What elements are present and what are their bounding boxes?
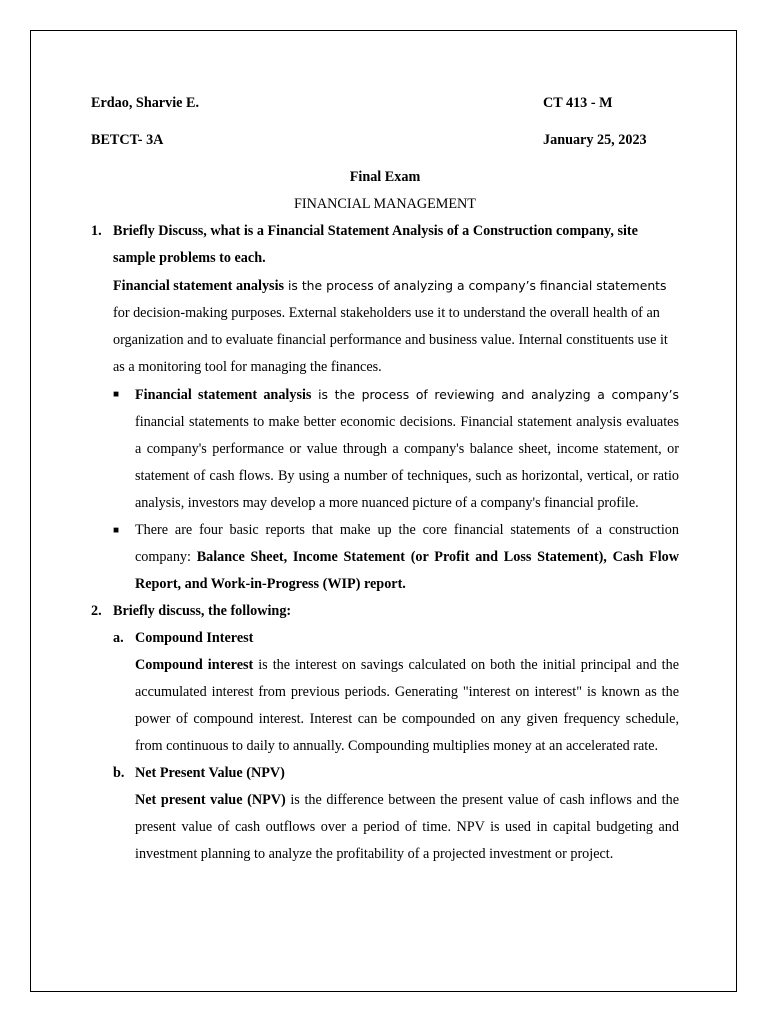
subitem-b-bold-term: Net present value (NPV): [135, 792, 286, 808]
question-1: [91, 218, 679, 272]
question-2-number: 2.: [91, 603, 102, 619]
paragraph-sans-text: is the process of analyzing a company’s financial statements: [284, 278, 667, 293]
header-row-1: [91, 90, 679, 117]
exam-date: January 25, 2023: [543, 132, 647, 148]
paragraph-bold-term: Financial statement analysis: [113, 278, 285, 294]
subitem-b-letter: b.: [113, 765, 125, 781]
subitem-a-text: is the interest on savings calculated on both the initial principal and the accumulated interest from previous periods. Generating "interest on interest" is known as the power of compound interest. Interest can be compounded on any given frequency schedule, from continuous to daily to annually. Compounding multiplies money at an accelerated rate.: [135, 657, 679, 754]
question-1-number: 1.: [91, 223, 102, 239]
bullet-square-icon: ■: [113, 389, 120, 400]
header-row-2: [91, 127, 679, 154]
question-2: [91, 598, 679, 625]
course-code: CT 413 - M: [543, 95, 613, 111]
subitem-a-paragraph: [91, 652, 679, 760]
subitem-b-text: is the difference between the present value of cash inflows and the present value of cash outflows over a period of time. NPV is used in capital budgeting and investment planning to analyze the profitability of a projected investment or project.: [135, 792, 679, 862]
bullet-2-bold-text: Balance Sheet, Income Statement (or Profit and Loss Statement), Cash Flow Report, and Work-in-Progress (WIP) report.: [135, 549, 680, 592]
question-1-answer-paragraph: [91, 272, 679, 381]
bullet-1-sans-text: is the process of reviewing and analyzing a company’s: [311, 387, 679, 402]
subitem-a-title: Compound Interest: [135, 630, 254, 646]
bullet-square-icon: ■: [113, 525, 120, 536]
subitem-a-bold-term: Compound interest: [135, 657, 254, 673]
paragraph-text: for decision-making purposes. External stakeholders use it to understand the overall health of an organization and to evaluate financial performance and business value. Internal constituents use it as a monitoring tool for managing the finances.: [113, 305, 668, 375]
section: BETCT- 3A: [91, 132, 164, 148]
subitem-b-heading: [91, 760, 679, 787]
document-subtitle: FINANCIAL MANAGEMENT: [294, 196, 476, 212]
question-2-text: Briefly discuss, the following:: [113, 603, 292, 619]
document-page: [30, 30, 737, 992]
bullet-1-text: financial statements to make better economic decisions. Financial statement analysis evaluates a company's performance or value through a company's balance sheet, income statement, or statement of cash flows. By using a number of techniques, such as horizontal, vertical, or ratio analysis, investors may develop a more nuanced picture of a company's financial profile.: [135, 414, 679, 511]
document-title: Final Exam: [349, 169, 421, 185]
subitem-b-title: Net Present Value (NPV): [135, 765, 285, 781]
student-name: Erdao, Sharvie E.: [91, 95, 199, 111]
subitem-a-letter: a.: [113, 630, 124, 646]
bullet-item-2: [91, 517, 679, 598]
question-1-text: Briefly Discuss, what is a Financial Statement Analysis of a Construction company, site sample problems to each.: [113, 223, 638, 266]
document-content: [91, 90, 679, 868]
bullet-1-bold-term: Financial statement analysis: [135, 387, 312, 403]
subitem-a-heading: [91, 625, 679, 652]
bullet-2-text: There are four basic reports that make up the core financial statements of a construction company:: [135, 522, 679, 565]
subitem-b-paragraph: [91, 787, 679, 868]
bullet-item-1: [91, 381, 679, 517]
